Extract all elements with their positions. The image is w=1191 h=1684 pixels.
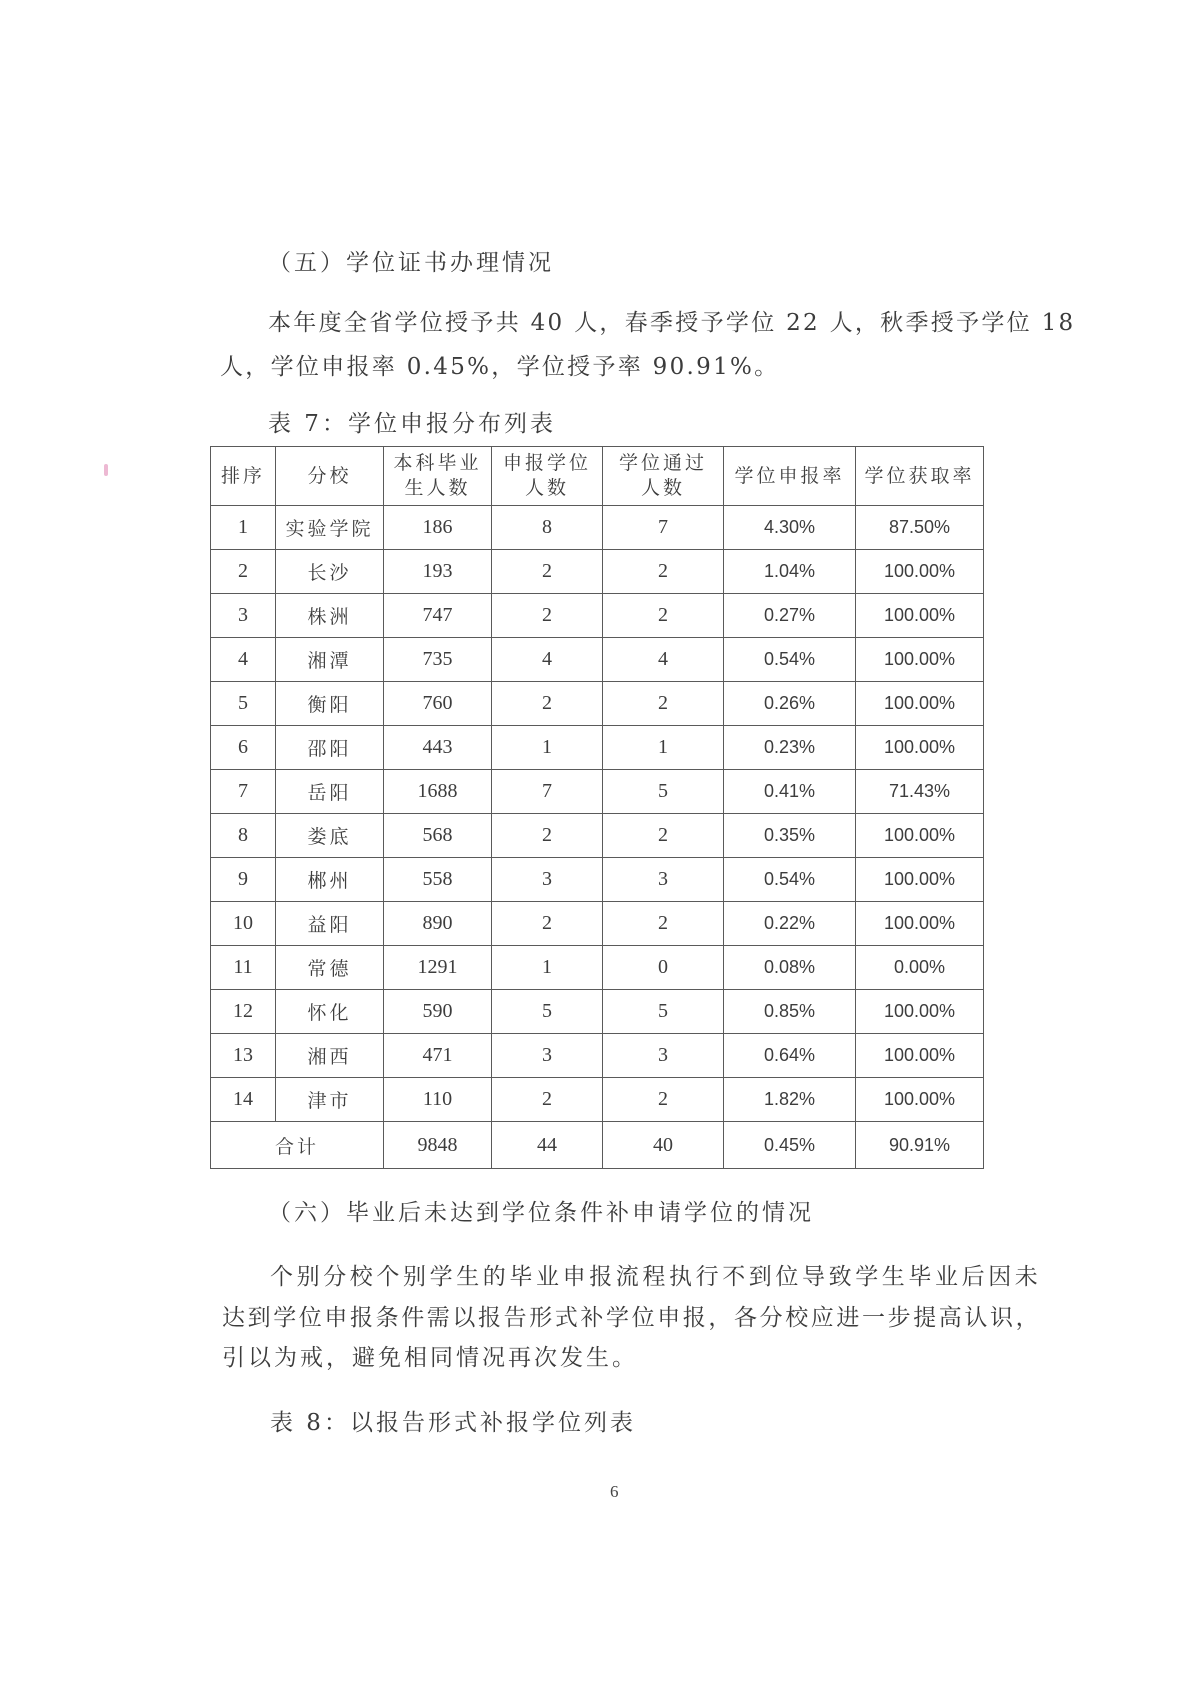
column-header [276,447,384,506]
table-row [211,1078,984,1122]
column-header [603,447,724,506]
cell-graduates: 1291 [384,946,492,990]
table-row [211,594,984,638]
cell-passed: 3 [603,1034,724,1078]
cell-award-rate: 71.43% [856,770,984,814]
cell-passed: 5 [603,990,724,1034]
column-header-line1: 学位获取率 [864,464,975,487]
cell-award-rate: 0.00% [856,946,984,990]
cell-award-rate: 100.00% [856,1034,984,1078]
degree-application-table [210,446,984,1169]
cell-applied: 1 [492,946,603,990]
cell-application-rate: 0.08% [724,946,856,990]
table-row [211,506,984,550]
table-row [211,814,984,858]
cell-applied: 7 [492,770,603,814]
cell-award-rate: 100.00% [856,902,984,946]
cell-award-rate: 100.00% [856,638,984,682]
cell-graduates: 471 [384,1034,492,1078]
cell-rank: 5 [211,682,276,726]
cell-graduates: 568 [384,814,492,858]
cell-applied: 2 [492,1078,603,1122]
cell-award-rate: 87.50% [856,506,984,550]
cell-rank: 10 [211,902,276,946]
page-number: 6 [610,1482,619,1501]
column-header [384,447,492,506]
cell-applied: 2 [492,594,603,638]
cell-passed: 5 [603,770,724,814]
cell-rank: 3 [211,594,276,638]
cell-rank: 1 [211,506,276,550]
column-header [211,447,276,506]
table-row [211,638,984,682]
cell-passed: 2 [603,814,724,858]
table-total-row [211,1122,984,1169]
cell-applied: 3 [492,1034,603,1078]
cell-applied: 1 [492,726,603,770]
table-row [211,902,984,946]
table-row [211,946,984,990]
cell-graduates: 186 [384,506,492,550]
cell-application-rate: 0.54% [724,858,856,902]
cell-branch: 实验学院 [276,506,384,550]
cell-application-rate: 0.27% [724,594,856,638]
cell-graduates: 747 [384,594,492,638]
cell-award-rate: 100.00% [856,550,984,594]
cell-passed: 3 [603,858,724,902]
total-cell-award-rate: 90.91% [856,1122,984,1169]
cell-rank: 13 [211,1034,276,1078]
cell-award-rate: 100.00% [856,814,984,858]
cell-passed: 0 [603,946,724,990]
column-header-line1: 排序 [220,464,265,487]
column-header-line1: 分校 [307,464,352,487]
column-header-line1: 本科毕业 [393,452,482,474]
column-header-line1: 学位通过 [618,452,707,474]
cell-rank: 6 [211,726,276,770]
column-header [724,447,856,506]
cell-application-rate: 0.85% [724,990,856,1034]
cell-passed: 2 [603,1078,724,1122]
section6-paragraph-line2: 达到学位申报条件需以报告形式补学位申报，各分校应进一步提高认识， [222,1305,1042,1331]
cell-application-rate: 0.35% [724,814,856,858]
cell-application-rate: 0.41% [724,770,856,814]
cell-branch: 株洲 [276,594,384,638]
cell-applied: 5 [492,990,603,1034]
cell-branch: 津市 [276,1078,384,1122]
cell-rank: 2 [211,550,276,594]
table-row [211,726,984,770]
cell-rank: 12 [211,990,276,1034]
cell-passed: 2 [603,550,724,594]
cell-passed: 2 [603,902,724,946]
section6-heading: （六）毕业后未达到学位条件补申请学位的情况 [268,1200,814,1226]
cell-application-rate: 4.30% [724,506,856,550]
cell-graduates: 110 [384,1078,492,1122]
table-row [211,858,984,902]
cell-award-rate: 100.00% [856,1078,984,1122]
cell-rank: 8 [211,814,276,858]
cell-passed: 2 [603,594,724,638]
cell-application-rate: 0.23% [724,726,856,770]
cell-award-rate: 100.00% [856,594,984,638]
cell-applied: 4 [492,638,603,682]
cell-application-rate: 1.04% [724,550,856,594]
total-cell-applied: 44 [492,1122,603,1169]
column-header-line1: 学位申报率 [734,464,845,487]
column-header [492,447,603,506]
cell-applied: 3 [492,858,603,902]
column-header-line2: 人数 [524,477,569,499]
cell-award-rate: 100.00% [856,990,984,1034]
cell-branch: 长沙 [276,550,384,594]
cell-application-rate: 0.22% [724,902,856,946]
section5-paragraph-line2: 人，学位申报率 0.45%，学位授予率 90.91%。 [220,354,780,380]
cell-passed: 7 [603,506,724,550]
column-header-line2: 人数 [640,477,685,499]
total-cell-application-rate: 0.45% [724,1122,856,1169]
table-row [211,682,984,726]
table-row [211,990,984,1034]
cell-applied: 2 [492,814,603,858]
cell-branch: 邵阳 [276,726,384,770]
cell-graduates: 735 [384,638,492,682]
cell-passed: 2 [603,682,724,726]
cell-application-rate: 0.64% [724,1034,856,1078]
cell-application-rate: 1.82% [724,1078,856,1122]
cell-application-rate: 0.54% [724,638,856,682]
table-row [211,770,984,814]
cell-graduates: 193 [384,550,492,594]
cell-branch: 湘潭 [276,638,384,682]
cell-branch: 郴州 [276,858,384,902]
cell-rank: 14 [211,1078,276,1122]
cell-graduates: 760 [384,682,492,726]
table7-caption: 表 7：学位申报分布列表 [268,411,556,437]
table-row [211,1034,984,1078]
cell-rank: 11 [211,946,276,990]
cell-award-rate: 100.00% [856,726,984,770]
total-cell-total-label: 合计 [211,1122,384,1169]
cell-branch: 湘西 [276,1034,384,1078]
cell-applied: 2 [492,682,603,726]
column-header [856,447,984,506]
column-header-line1: 申报学位 [502,452,591,474]
cell-applied: 2 [492,550,603,594]
cell-graduates: 558 [384,858,492,902]
section6-paragraph-line1: 个别分校个别学生的毕业申报流程执行不到位导致学生毕业后因未 [270,1264,1042,1290]
cell-graduates: 443 [384,726,492,770]
cell-graduates: 590 [384,990,492,1034]
section5-heading: （五）学位证书办理情况 [268,250,554,276]
cell-rank: 7 [211,770,276,814]
column-header-line2: 生人数 [404,477,471,499]
table8-caption: 表 8：以报告形式补报学位列表 [270,1410,636,1436]
cell-graduates: 890 [384,902,492,946]
cell-rank: 4 [211,638,276,682]
cell-branch: 常德 [276,946,384,990]
cell-applied: 2 [492,902,603,946]
cell-applied: 8 [492,506,603,550]
cell-application-rate: 0.26% [724,682,856,726]
total-cell-graduates: 9848 [384,1122,492,1169]
cell-graduates: 1688 [384,770,492,814]
scan-speck [104,464,108,476]
section5-paragraph-line1: 本年度全省学位授予共 40 人，春季授予学位 22 人，秋季授予学位 18 [268,310,1076,336]
cell-branch: 娄底 [276,814,384,858]
cell-branch: 岳阳 [276,770,384,814]
table-row [211,550,984,594]
cell-branch: 怀化 [276,990,384,1034]
cell-branch: 益阳 [276,902,384,946]
cell-branch: 衡阳 [276,682,384,726]
cell-award-rate: 100.00% [856,682,984,726]
cell-rank: 9 [211,858,276,902]
total-cell-passed: 40 [603,1122,724,1169]
section6-paragraph-line3: 引以为戒，避免相同情况再次发生。 [222,1345,638,1371]
cell-passed: 1 [603,726,724,770]
table-header-row [211,447,984,506]
cell-passed: 4 [603,638,724,682]
cell-award-rate: 100.00% [856,858,984,902]
